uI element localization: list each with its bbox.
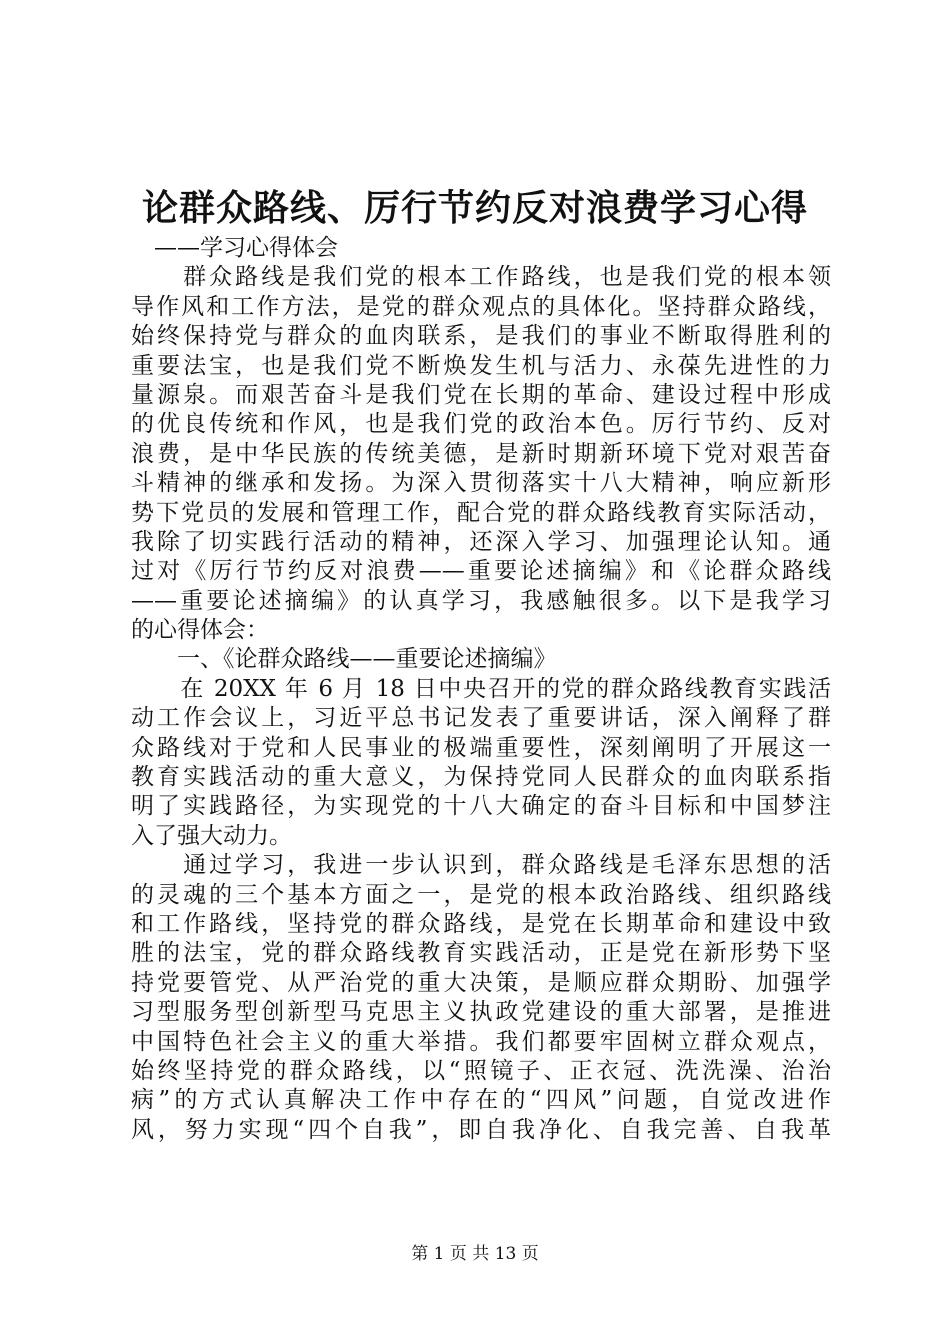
text-line: 导作风和工作方法，是党的群众观点的具体化。坚持群众路线，: [131, 293, 831, 320]
text-line: 的优良传统和作风，也是我们党的政治本色。厉行节约、反对: [131, 411, 831, 438]
text-line: ——重要论述摘编》的认真学习，我感触很多。以下是我学习: [131, 587, 831, 614]
document-title: 论群众路线、厉行节约反对浪费学习心得: [141, 187, 808, 229]
text-line: 一、《论群众路线——重要论述摘编》: [131, 646, 557, 673]
text-line: 的灵魂的三个基本方面之一，是党的根本政治路线、组织路线: [131, 881, 831, 908]
text-line: 入了强大动力。: [131, 822, 292, 849]
text-line: 动工作会议上，习近平总书记发表了重要讲话，深入阐释了群: [131, 705, 831, 732]
text-line: 始终保持党与群众的血肉联系，是我们的事业不断取得胜利的: [131, 323, 831, 350]
text-line: 通过学习，我进一步认识到，群众路线是毛泽东思想的活: [131, 852, 831, 879]
text-line: 病”的方式认真解决工作中存在的“四风”问题，自觉改进作: [131, 1087, 831, 1114]
text-line: ——学习心得体会: [131, 235, 338, 261]
text-line: 重要法宝，也是我们党不断焕发生机与活力、永葆先进性的力: [131, 352, 831, 379]
text-line: 持党要管党、从严治党的重大决策，是顺应群众期盼、加强学: [131, 969, 831, 996]
text-line: 斗精神的继承和发扬。为深入贯彻落实十八大精神，响应新形: [131, 470, 831, 497]
text-line: 习型服务型创新型马克思主义执政党建设的重大部署，是推进: [131, 999, 831, 1026]
text-line: 风，努力实现“四个自我”，即自我净化、自我完善、自我革: [131, 1116, 831, 1143]
text-line: 和工作路线，坚持党的群众路线，是党在长期革命和建设中致: [131, 910, 831, 937]
text-line: 在 20XX 年 6 月 18 日中央召开的党的群众路线教育实践活: [131, 675, 831, 702]
text-line: 量源泉。而艰苦奋斗是我们党在长期的革命、建设过程中形成: [131, 381, 831, 408]
text-line: 中国特色社会主义的重大举措。我们都要牢固树立群众观点，: [131, 1028, 831, 1055]
page-number: 第 1 页 共 13 页: [411, 1244, 539, 1264]
text-line: 教育实践活动的重大意义，为保持党同人民群众的血肉联系指: [131, 764, 831, 791]
text-line: 我除了切实践行活动的精神，还深入学习、加强理论认知。通: [131, 528, 831, 555]
text-line: 的心得体会：: [131, 617, 269, 644]
text-line: 群众路线是我们党的根本工作路线，也是我们党的根本领: [131, 264, 831, 291]
document-body: [131, 234, 831, 1145]
text-line: 明了实践路径，为实现党的十八大确定的奋斗目标和中国梦注: [131, 793, 831, 820]
text-line: 胜的法宝，党的群众路线教育实践活动，正是党在新形势下坚: [131, 940, 831, 967]
text-line: 浪费，是中华民族的传统美德，是新时期新环境下党对艰苦奋: [131, 440, 831, 467]
text-line: 众路线对于党和人民事业的极端重要性，深刻阐明了开展这一: [131, 734, 831, 761]
text-line: 始终坚持党的群众路线，以“照镜子、正衣冠、洗洗澡、治治: [131, 1057, 831, 1084]
text-line: 势下党员的发展和管理工作，配合党的群众路线教育实际活动，: [131, 499, 831, 526]
text-line: 过对《厉行节约反对浪费——重要论述摘编》和《论群众路线: [131, 558, 831, 585]
